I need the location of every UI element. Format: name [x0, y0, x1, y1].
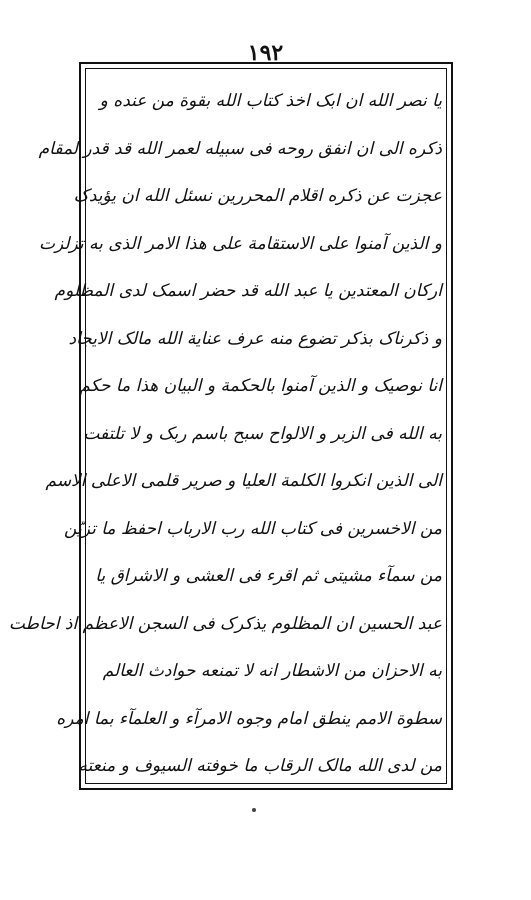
text-line: ذکره الی ان انفق روحه فی سبیله لعمر الله قد قدر لمقام [38, 138, 442, 159]
text-line: به الاحزان من الاشطار انه لا تمنعه حوادث العالم [102, 661, 442, 681]
text-line: الی الذین انکروا الکلمة العلیا و صریر قلمی الاعلی الاسم [45, 471, 442, 491]
text-line: من لدی الله مالک الرقاب ما خوفته السیوف و منعته [78, 756, 442, 776]
text-line: انا نوصیک و الذین آمنوا بالحکمة و البیان هذا ما حکم [79, 376, 442, 396]
page-number: ۱۹۲ [247, 40, 284, 66]
text-line: یا نصر الله ان ابک اخذ کتاب الله بقوة من عنده و [99, 91, 442, 111]
text-line: به الله فی الزبر و الالواح سبح باسم ربک و لا تلتفت [83, 423, 442, 444]
text-line: ارکان المعتدین یا عبد الله قد حضر اسمک لدی المظلوم [54, 281, 442, 301]
manuscript-text-body [8, 78, 442, 778]
text-line: عجزت عن ذکره اقلام المحررین نسئل الله ان یؤیدک [73, 186, 442, 206]
text-line: من سمآء مشیتی ثم اقرء فی العشی و الاشراق یا [95, 566, 442, 586]
text-line: عبد الحسین ان المظلوم یذکرک فی السجن الاعظم اذ احاطت [8, 613, 442, 634]
text-line: سطوة الامم ینطق امام وجوه الامرآء و العلمآء بما امره [56, 708, 442, 729]
text-line: و الذین آمنوا علی الاستقامة علی هذا الامر الذی به تزلزت [38, 233, 442, 254]
ink-speck [252, 808, 256, 812]
text-line: و ذکرناک بذکر تضوع منه عرف عنایة الله مالک الایجاد [68, 328, 442, 349]
text-line: من الاخسرین فی کتاب الله رب الارباب احفظ ما تزیّن [64, 518, 442, 539]
